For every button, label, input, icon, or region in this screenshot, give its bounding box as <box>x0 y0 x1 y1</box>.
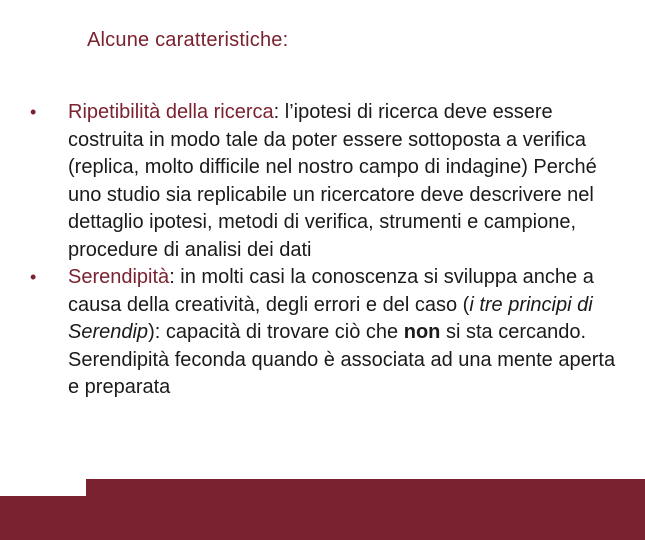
bullet-text: : in molti casi la conoscenza si sviluppa anche a causa della creatività, degli errori e del caso ( <box>68 266 594 316</box>
bullet-text: ): capacità di trovare ciò che <box>148 321 404 343</box>
bullet-text: : l’ipotesi di ricerca deve essere costruita in modo tale da poter essere sottoposta a verifica (replica, molto difficile nel nostro campo di indagine) Perché uno studio sia replicabile un ricercatore deve descrivere nel dettaglio ipotesi, metodi di verifica, strumenti e campione, procedure di analisi dei dati <box>68 101 597 261</box>
bullet-list <box>30 99 620 402</box>
bullet-dot-icon: • <box>30 102 37 122</box>
bullet-dot-icon: • <box>30 267 37 287</box>
bold-word: non <box>403 321 441 343</box>
footer-bar-left <box>0 496 86 540</box>
bullet-text: si sta cercando. Serendipità feconda quando è associata ad una mente aperta e preparata <box>68 321 616 398</box>
term-ripetibilita: Ripetibilità della ricerca <box>68 101 274 123</box>
term-serendipita: Serendipità <box>68 266 170 288</box>
bullet-ripetibilita <box>30 99 620 264</box>
footer-bar <box>86 479 645 540</box>
slide-title: Alcune caratteristiche: <box>87 29 289 51</box>
bullet-serendipita <box>30 264 620 402</box>
italic-phrase: i tre principi di Serendip <box>68 293 593 343</box>
